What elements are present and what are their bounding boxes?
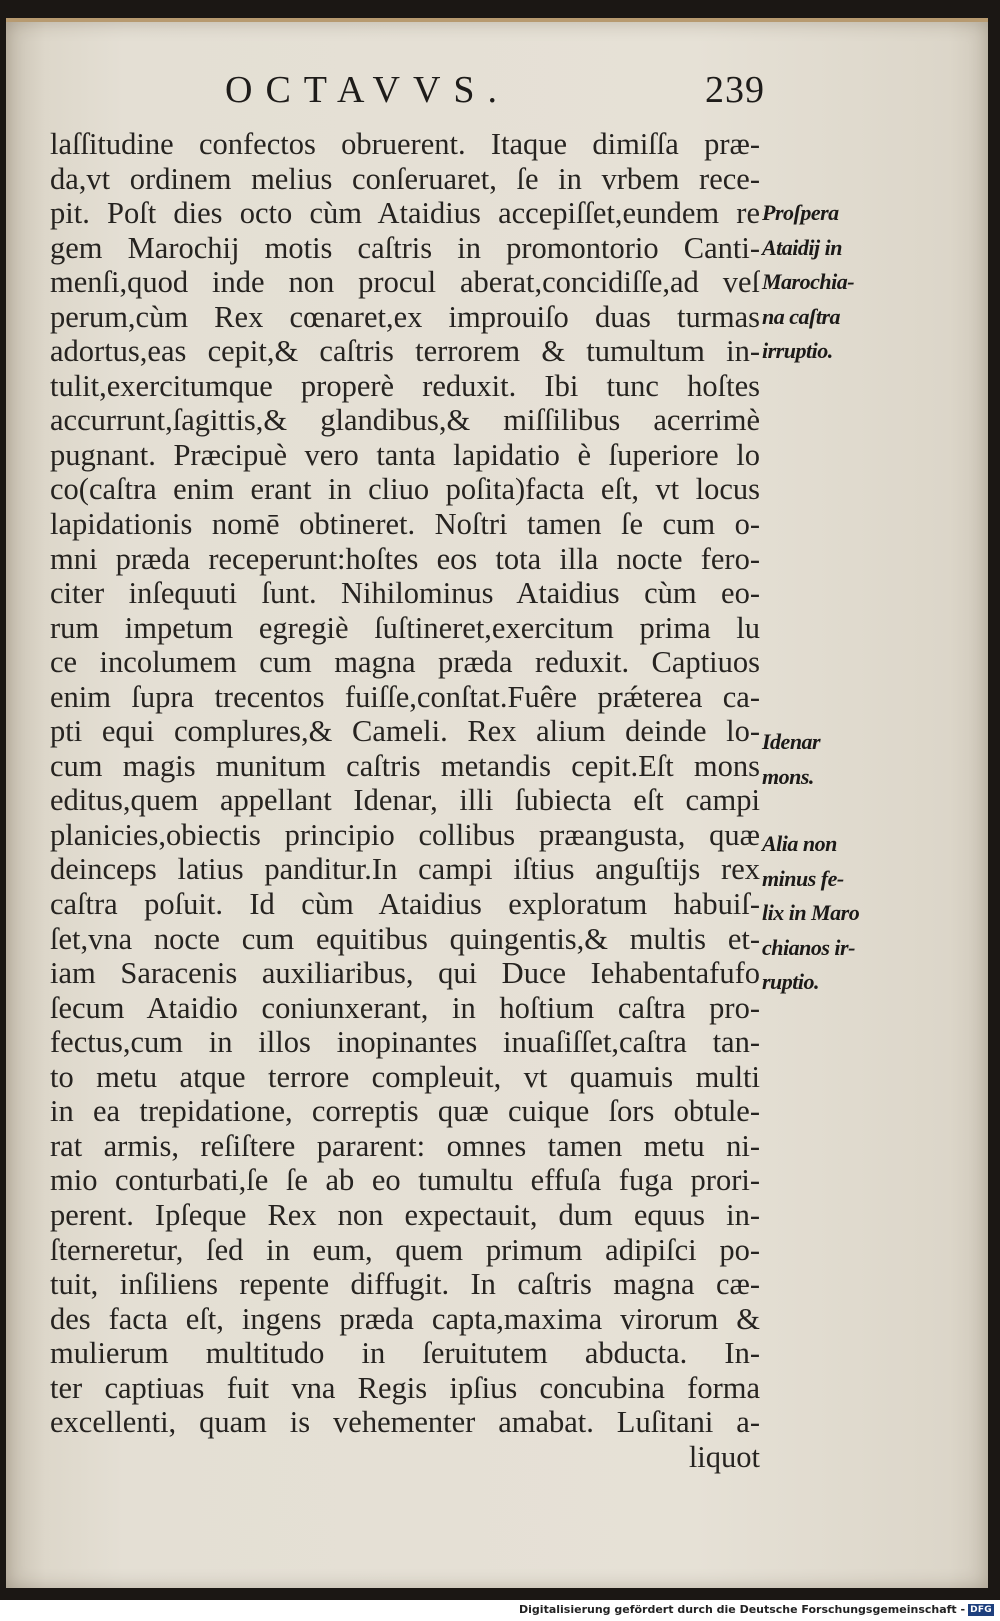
- text-line: lapidationis nomē obtineret. Noſtri tamen ſe cum o-: [50, 507, 760, 542]
- text-line: pugnant. Præcipuè vero tanta lapidatio è ſuperiore lo: [50, 437, 760, 472]
- text-line: enim ſupra trecentos fuiſſe,conſtat.Fuêre prǽterea ca-: [50, 679, 760, 714]
- text-line: perum,cùm Rex cœnaret,ex improuiſo duas turmas: [50, 299, 760, 334]
- text-line: deinceps latius panditur.In campi iſtius anguſtijs rex: [50, 852, 760, 887]
- text-line: laſſitudine confectos obruerent. Itaque dimiſſa præ-: [50, 127, 760, 161]
- margin-note-prospera: [762, 196, 892, 369]
- digitization-footer: [519, 1603, 994, 1616]
- margin-note-line: Idenar: [762, 729, 821, 754]
- text-line: co(caſtra enim erant in cliuo poſita)facta eſt, vt locus: [50, 472, 760, 507]
- text-line: in ea trepidatione, correptis quæ cuique ſors obtule-: [50, 1094, 760, 1129]
- text-line: mulierum multitudo in ſeruitutem abducta. In-: [50, 1336, 760, 1371]
- text-line: cum magis munitum caſtris metandis cepit.Eſt mons: [50, 748, 760, 783]
- text-line: to metu atque terrore compleuit, vt quamuis multi: [50, 1059, 760, 1094]
- margin-note-line: minus fe-: [762, 865, 844, 891]
- text-line: ce incolumem cum magna præda reduxit. Captiuos: [50, 645, 760, 680]
- margin-note-line: Ataidij in: [762, 234, 842, 260]
- text-line: ſecum Ataidio coniunxerant, in hoſtium caſtra pro-: [50, 990, 760, 1025]
- text-line: caſtra poſuit. Id cùm Ataidius exploratum habuiſ-: [50, 887, 760, 922]
- text-line: menſi,quod inde non procul aberat,concidiſſe,ad veſ: [50, 265, 760, 300]
- text-line: tuit, inſiliens repente diffugit. In caſtris magna cæ-: [50, 1267, 760, 1302]
- dfg-logo: DFG: [970, 1604, 992, 1615]
- text-line: planicies,obiectis principio collibus præangusta, quæ: [50, 817, 760, 852]
- margin-note-line: mons.: [762, 763, 814, 789]
- margin-note-line: Marochia-: [762, 269, 855, 295]
- text-line: gem Marochij motis caſtris in promontorio Canti-: [50, 230, 760, 265]
- text-line: da,vt ordinem melius conſeruaret, ſe in vrbem rece-: [50, 161, 760, 196]
- margin-note-line: chianos ir-: [762, 934, 855, 960]
- text-line: mni præda receperunt:hoſtes eos tota illa nocte fero-: [50, 541, 760, 576]
- margin-note-idenar: [762, 725, 892, 794]
- text-line: ter captiuas fuit vna Regis ipſius concubina forma: [50, 1370, 760, 1405]
- text-line: rum impetum egregiè ſuſtineret,exercitum prima lu: [50, 610, 760, 645]
- margin-note-line: irruptio.: [762, 338, 833, 364]
- text-line: excellenti, quam is vehementer amabat. Luſitani a-: [50, 1405, 760, 1440]
- text-line: des facta eſt, ingens præda capta,maxima virorum &: [50, 1301, 760, 1336]
- page-header: [225, 68, 765, 118]
- margin-note-line: na caſtra: [762, 303, 840, 329]
- text-line: adortus,eas cepit,& caſtris terrorem & tumultum in-: [50, 334, 760, 369]
- running-head: OCTAVVS.: [225, 69, 511, 111]
- body-text: [50, 127, 760, 1474]
- text-line: accurrunt,ſagittis,& glandibus,& miſſilibus acerrimè: [50, 403, 760, 438]
- margin-note-alia: [762, 827, 892, 1000]
- text-line: ſterneretur, ſed in eum, quem primum adipiſci po-: [50, 1232, 760, 1267]
- margin-note-line: ruptio.: [762, 969, 820, 995]
- footer-text: Digitalisierung gefördert durch die Deutsche Forschungsgemeinschaft -: [519, 1603, 966, 1616]
- text-line: pit. Poſt dies octo cùm Ataidius accepiſſet,eundem re: [50, 196, 760, 231]
- catchword: liquot: [688, 1439, 760, 1474]
- text-line: perent. Ipſeque Rex non expectauit, dum equus in-: [50, 1197, 760, 1232]
- text-line: tulit,exercitumque properè reduxit. Ibi tunc hoſtes: [50, 368, 760, 403]
- text-line: editus,quem appellant Idenar, illi ſubiecta eſt campi: [50, 783, 760, 818]
- text-line: citer inſequuti ſunt. Nihilominus Ataidius cùm eo-: [50, 576, 760, 611]
- text-line: ſet,vna nocte cum equitibus quingentis,& multis et-: [50, 921, 760, 956]
- text-line: iam Saracenis auxiliaribus, qui Duce Iehabentafufo: [50, 956, 760, 991]
- text-line: fectus,cum in illos inopinantes inuaſiſſet,caſtra tan-: [50, 1025, 760, 1060]
- text-line: mio conturbati,ſe ſe ab eo tumultu effuſa fuga prori-: [50, 1163, 760, 1198]
- margin-note-line: Proſpera: [762, 200, 839, 225]
- page-number: 239: [705, 69, 765, 111]
- margin-note-line: lix in Maro: [762, 900, 860, 926]
- text-line: rat armis, reſiſtere pararent: omnes tamen metu ni-: [50, 1128, 760, 1163]
- text-line: pti equi complures,& Cameli. Rex alium deinde lo-: [50, 714, 760, 749]
- margin-note-line: Alia non: [762, 831, 837, 856]
